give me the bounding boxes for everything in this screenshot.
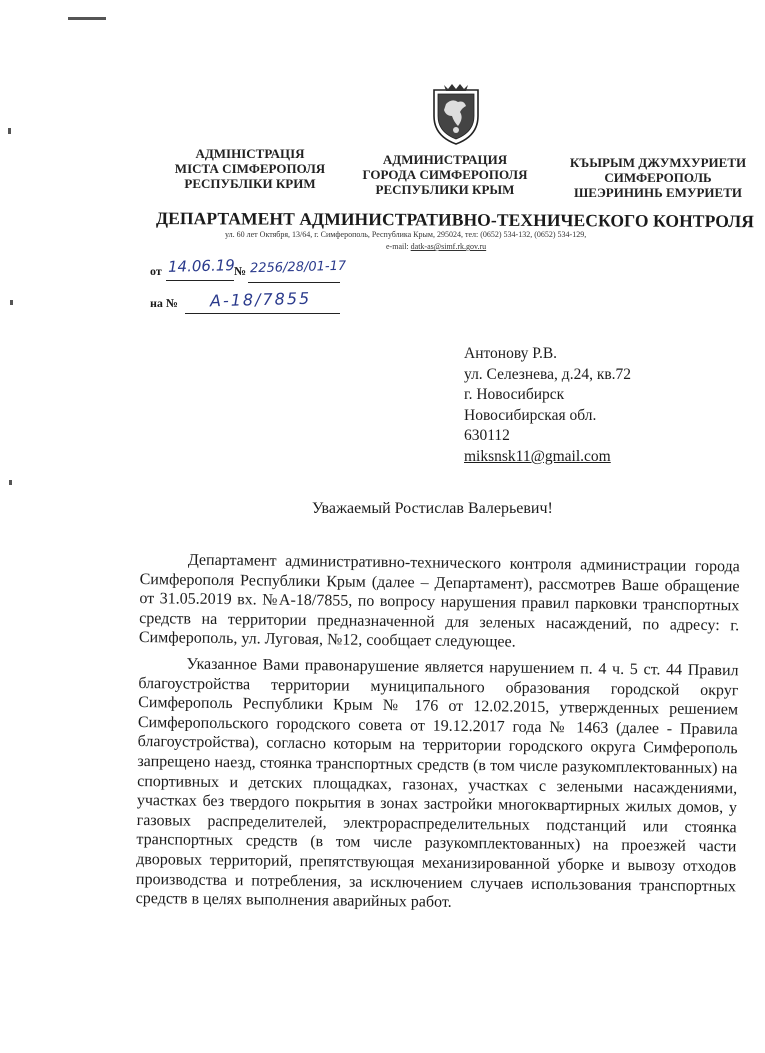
letter-body: [136, 550, 740, 922]
coat-of-arms-emblem: [428, 82, 484, 146]
recipient-street: ул. Селезнева, д.24, кв.72: [464, 365, 632, 383]
number-label: №: [234, 264, 247, 278]
incoming-number-handwritten: А-18/7855: [209, 288, 312, 311]
scan-mark-left-1: [8, 128, 11, 134]
from-date-line: [166, 280, 234, 281]
department-email[interactable]: datk-as@simf.rk.gov.ru: [410, 242, 487, 251]
from-label: от: [150, 264, 162, 278]
header-right-crimean-tatar: КЪЫРЫМ ДЖУМХУРИЕТИ СИМФЕРОПОЛЬ ШЕЭРИНИНЬ ЕМУРИЕТИ: [569, 155, 747, 200]
recipient-email[interactable]: miksnsk11@gmail.com: [464, 447, 611, 465]
scan-mark-top: [68, 17, 106, 20]
to-number-line: [185, 313, 340, 314]
recipient-postcode: 630112: [464, 427, 510, 445]
number-line: [248, 282, 340, 283]
recipient-name: Антонову Р.В.: [464, 345, 558, 362]
body-paragraph-1: Департамент административно-технического контроля администрации города Симферополя Республики Крым (далее – Департамент), рассмотрев Ваше обращение от 31.05.2019 вх. №А-18/7855, по вопросу нарушения правил парковки транспортных средств на территории предназначенной для зеленых насаждений, по адресу: г. Симферополь, ул. Луговая, №12, сообщает следующее.: [138, 551, 740, 651]
department-title: ДЕПАРТАМЕНТ АДМИНИСТРАТИВНО-ТЕХНИЧЕСКОГО КОНТРОЛЯ: [155, 208, 755, 232]
header-center-russian: АДМИНИСТРАЦИЯ ГОРОДА СИМФЕРОПОЛЯ РЕСПУБЛИКИ КРЫМ: [362, 152, 528, 197]
department-address: ул. 60 лет Октября, 13/64, г. Симферополь, Республика Крым, 295024, тел: (0652) 534-132, (0652) 534-129,: [225, 230, 587, 239]
outgoing-number-handwritten: 2256/28/01-17: [249, 258, 347, 277]
body-paragraph-2: Указанное Вами правонарушение является нарушением п. 4 ч. 5 ст. 44 Правил благоустройства территории муниципального образования городской округ Симферополь Республики Крым № 176 от 12.02.2015, утвержденных решением Симферопольского городского совета от 19.12.2017 года № 1463 (далее - Правила благоустройства), согласно которым на территории городского округа Симферополь запрещено наезд, стоянка транспортных средств (в том числе разукомплектованных) на спортивных и детских площадках, газонах, участках с зелеными насаждениями, участках без твердого покрытия в зонах застройки многоквартирных жилых домов, у газовых распределителей, электрораспределительных подстанций или стоянка транспортных средств (в том числе разукомплектованных) на проезжей части дворовых территорий, препятствующая механизированной уборке и вывозу отходов производства и потребления, за исключением случаев использования транспортных средств в целях выполнения аварийных работ.: [135, 655, 739, 911]
scan-mark-left-3: [9, 480, 12, 485]
recipient-city: г. Новосибирск: [464, 386, 565, 404]
recipient-region: Новосибирская обл.: [464, 406, 597, 424]
recipient-address-block: [464, 344, 631, 468]
scan-mark-left-2: [10, 300, 13, 305]
from-date-handwritten: 14.06.19: [167, 256, 236, 276]
greeting: Уважаемый Ростислав Валерьевич!: [312, 500, 553, 517]
header-left-ukrainian: АДМІНІСТРАЦІЯ МІСТА СІМФЕРОПОЛЯ РЕСПУБЛІКИ КРИМ: [174, 146, 326, 191]
department-email-line: e-mail: datk-as@simf.rk.gov.ru: [386, 242, 487, 251]
to-number-label: на №: [150, 296, 178, 310]
